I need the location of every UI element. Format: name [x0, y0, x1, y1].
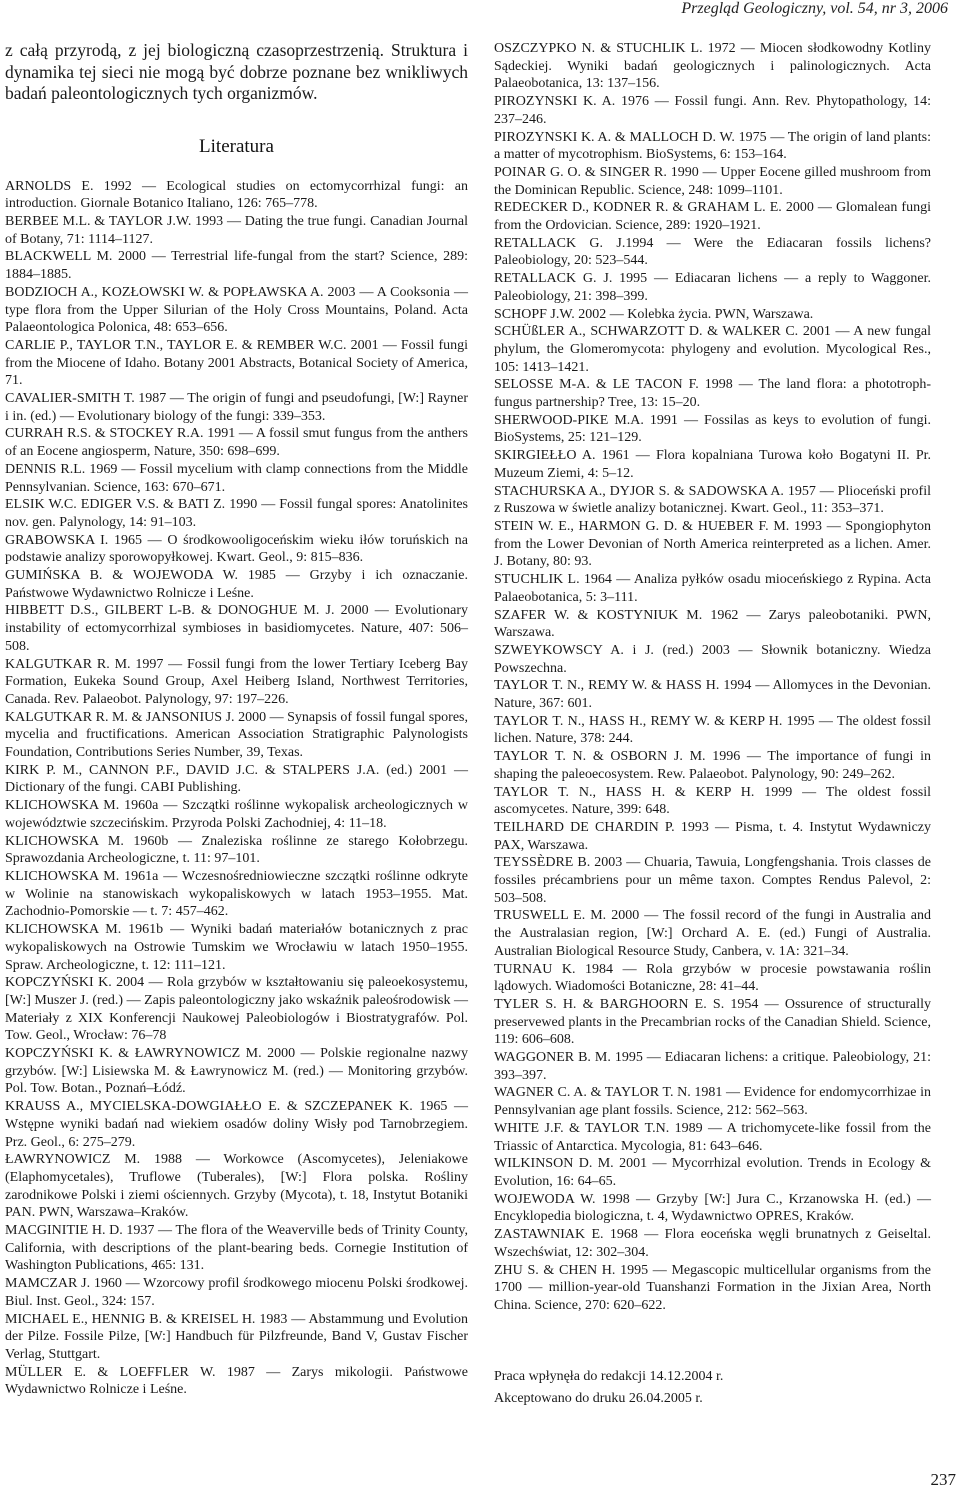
reference-entry: REDECKER D., KODNER R. & GRAHAM L. E. 2000 — Glomalean fungi from the Ordovician. Science, 289: 1920–1921.: [494, 200, 931, 234]
reference-entry: KLICHOWSKA M. 1960a — Szczątki roślinne wykopalisk archeologicznych w województwie szczecińskim. Przyroda Polski Zachodniej, 4: 11–18.: [5, 798, 468, 831]
reference-entry: BERBEE M.L. & TAYLOR J.W. 1993 — Dating the true fungi. Canadian Journal of Botany, 71: 1114–1127.: [5, 213, 468, 247]
left-column: [5, 40, 468, 1399]
reference-entry: SCHÜßLER A., SCHWARZOTT D. & WALKER C. 2001 — A new fungal phylum, the Glomeromycota: phylogeny and evolution. Mycological Res., 105: 1413–1421.: [494, 324, 931, 375]
page-number: 237: [930, 1470, 956, 1489]
reference-entry: RETALLACK G. J. 1995 — Ediacaran lichens — a reply to Waggoner. Paleobiology, 21: 398–399.: [494, 271, 931, 304]
reference-entry: TAYLOR T. N. & OSBORN J. M. 1996 — The importance of fungi in shaping the paleoecosystem. Rew. Palaeobot. Palynology, 90: 249–262.: [494, 749, 931, 782]
reference-entry: PIROZYNSKI K. A. 1976 — Fossil fungi. Ann. Rev. Phytopathology, 14: 237–246.: [494, 94, 931, 127]
reference-entry: MAMCZAR J. 1960 — Wzorcowy profil środkowego miocenu Polski środkowej. Biul. Inst. Geol., 324: 157.: [5, 1276, 468, 1309]
reference-entry: MACGINITIE H. D. 1937 — The flora of the Weaverville beds of Trinity County, California, with descriptions of the plant-bearing beds. Cornegie Institution of Washington Publications, 465: 131.: [5, 1223, 468, 1274]
reference-entry: RETALLACK G. J.1994 — Were the Ediacaran fossils lichens? Paleobiology, 20: 523–544.: [494, 235, 931, 269]
reference-entry: WAGNER C. A. & TAYLOR T. N. 1981 — Evidence for endomycorrhizae in Pennsylvanian age plant fossils. Science, 212: 562–563.: [494, 1085, 931, 1119]
reference-entry: KLICHOWSKA M. 1961b — Wyniki badań materiałów botanicznych z prac wykopaliskowych na Ostrowie Tumskim we Wrocławiu w latach 1950–1955. Spraw. Archeologiczne, t. 12: 111–121.: [5, 922, 468, 973]
reference-entry: KIRK P. M., CANNON P.F., DAVID J.C. & STALPERS J.A. (ed.) 2001 — Dictionary of the fungi. CABI Publishing.: [5, 762, 468, 796]
accepted-note: Akceptowano do druku 26.04.2005 r.: [494, 1391, 703, 1407]
reference-entry: ELSIK W.C. EDIGER V.S. & BATI Z. 1990 — Fossil fungal spores: Anatolinites nov. gen. Palynology, 14: 91–103.: [5, 497, 468, 530]
reference-entry: PIROZYNSKI K. A. & MALLOCH D. W. 1975 — The origin of land plants: a matter of mycotrophism. BioSystems, 6: 153–164.: [494, 129, 931, 163]
reference-entry: TEYSSÈDRE B. 2003 — Chuaria, Tawuia, Longfengshania. Trois classes de fossiles précambriens pour un même taxon. Comptes Rendus Palevol, 2: 503–508.: [494, 855, 931, 906]
received-note: Praca wpłynęła do redakcji 14.12.2004 r.: [494, 1369, 724, 1384]
reference-entry: SZWEYKOWSCY A. i J. (red.) 2003 — Słownik botaniczny. Wiedza Powszechna.: [494, 642, 931, 676]
reference-entry: STUCHLIK L. 1964 — Analiza pyłków osadu mioceńskiego z Rypina. Acta Palaeobotanica, 5: 3–111.: [494, 572, 931, 605]
reference-entry: SZAFER W. & KOSTYNIUK M. 1962 — Zarys paleobotaniki. PWN, Warszawa.: [494, 607, 931, 641]
reference-entry: TAYLOR T. N., HASS H. & KERP H. 1999 — The oldest fossil ascomycetes. Nature, 399: 648.: [494, 784, 931, 818]
reference-list-right: [494, 40, 931, 1315]
reference-entry: TYLER S. H. & BARGHOORN E. S. 1954 — Ossurence of structurally preservewed plants in the Precambrian rocks of the Canadian Shield. Science, 119: 606–608.: [494, 996, 931, 1048]
reference-entry: GUMIŃSKA B. & WOJEWODA W. 1985 — Grzyby i ich oznaczanie. Państwowe Wydawnictwo Rolnicze i Leśne.: [5, 568, 468, 601]
reference-entry: WHITE J.F. & TAYLOR T.N. 1989 — A trichomycete-like fossil from the Triassic of Antarctica. Mycologia, 81: 643–646.: [494, 1120, 931, 1154]
reference-entry: MÜLLER E. & LOEFFLER W. 1987 — Zarys mikologii. Państwowe Wydawnictwo Rolnicze i Leśne.: [5, 1364, 468, 1398]
submission-notes: [494, 1366, 723, 1411]
reference-entry: ARNOLDS E. 1992 — Ecological studies on ectomycorrhizal fungi: an introduction. Giornale Botanico Italiano, 126: 765–778.: [5, 178, 468, 212]
reference-entry: STEIN W. E., HARMON G. D. & HUEBER F. M. 1993 — Spongiophyton from the Lower Devonian of North America reinterpreted as a lichen. Amer. J. Botany, 80: 93.: [494, 518, 931, 570]
reference-entry: KOPCZYŃSKI K. & ŁAWRYNOWICZ M. 2000 — Polskie regionalne nazwy grzybów. [W:] Lisiewska M. & Ławrynowicz M. (red.) — Monitoring grzybów. Pol. Tow. Botan., Poznań–Łódź.: [5, 1046, 468, 1097]
journal-header: Przegląd Geologiczny, vol. 54, nr 3, 2006: [681, 0, 948, 17]
reference-entry: MICHAEL E., HENNIG B. & KREISEL H. 1983 — Abstammung und Evolution der Pilze. Fossile Pilze, [W:] Handbuch für Pilzfreunde, Band V, Gustav Fischer Verlag, Stuttgart.: [5, 1311, 468, 1362]
reference-list-left: [5, 178, 468, 1400]
reference-entry: WILKINSON D. M. 2001 — Mycorrhizal evolution. Trends in Ecology & Evolution, 16: 64–65.: [494, 1156, 931, 1189]
reference-entry: KOPCZYŃSKI K. 2004 — Rola grzybów w kształtowaniu się paleoekosystemu, [W:] Muszer J. (red.) — Zapis paleontologiczny jako wskaźnik paleośrodowisk — Materiały z XIX Konferencji Naukowej Paleobiologów i Biostratygrafów. Pol. Tow. Geol., Wrocław: 76–78: [5, 975, 468, 1044]
reference-entry: TURNAU K. 1984 — Rola grzybów w procesie powstawania roślin lądowych. Wiadomości Botaniczne, 28: 41–44.: [494, 961, 931, 995]
reference-entry: KLICHOWSKA M. 1960b — Znaleziska roślinne ze starego Kołobrzegu. Sprawozdania Archeologiczne, t. 11: 97–101.: [5, 833, 468, 867]
reference-entry: KRAUSS A., MYCIELSKA-DOWGIAŁŁO E. & SZCZEPANEK K. 1965 — Wstępne wyniki badań nad wiekiem osadów doliny Wisły pod Tarnobrzegiem. Prz. Geol., 6: 275–279.: [5, 1099, 468, 1150]
reference-entry: KALGUTKAR R. M. 1997 — Fossil fungi from the lower Tertiary Iceberg Bay Formation, Eukeka Sound Group, Axel Heiberg Island, Northwest Territories, Canada. Rev. Palaeobot. Palynology, 97: 197–226.: [5, 656, 468, 707]
reference-entry: CARLIE P., TAYLOR T.N., TAYLOR E. & REMBER W.C. 2001 — Fossil fungi from the Miocene of Idaho. Botany 2001 Abstracts, Botanical Society of America, 71.: [5, 337, 468, 389]
reference-entry: STACHURSKA A., DYJOR S. & SADOWSKA A. 1957 — Plioceński profil z Ruszowa w świetle analizy botanicznej. Kwart. Geol., 11: 353–371.: [494, 483, 931, 517]
reference-entry: GRABOWSKA I. 1965 — O środkowooligoceńskim wieku iłów toruńskich na podstawie analizy sporowopyłkowej. Kwart. Geol., 9: 815–836.: [5, 532, 468, 566]
reference-entry: SCHOPF J.W. 2002 — Kolebka życia. PWN, Warszawa.: [494, 306, 814, 322]
reference-entry: ZHU S. & CHEN H. 1995 — Megascopic multicellular organisms from the 1700 — million-year-old Tuanshanzi Formation in the Jixian Area, North China. Science, 270: 620–622.: [494, 1262, 931, 1313]
right-column: [494, 40, 931, 1315]
reference-entry: WOJEWODA W. 1998 — Grzyby [W:] Jura C., Krzanowska H. (ed.) — Encyklopedia biologiczna, t. 4, Wydawnictwo OPRES, Kraków.: [494, 1191, 931, 1225]
reference-entry: SKIRGIEŁŁO A. 1961 — Flora kopalniana Turowa koło Bogatyni II. Pr. Muzeum Ziemi, 4: 5–12.: [494, 448, 931, 481]
reference-entry: BLACKWELL M. 2000 — Terrestrial life-fungal from the start? Science, 289: 1884–1885.: [5, 249, 468, 283]
reference-entry: TAYLOR T. N., REMY W. & HASS H. 1994 — Allomyces in the Devonian. Nature, 367: 601.: [494, 678, 931, 712]
reference-entry: DENNIS R.L. 1969 — Fossil mycelium with clamp connections from the Middle Pennsylvanian. Science, 163: 670–671.: [5, 461, 468, 495]
reference-entry: WAGGONER B. M. 1995 — Ediacaran lichens: a critique. Paleobiology, 21: 393–397.: [494, 1050, 931, 1083]
reference-entry: SELOSSE M-A. & LE TACON F. 1998 — The land flora: a phototroph-fungus partnership? Tree, 13: 15–20.: [494, 377, 931, 411]
reference-entry: CAVALIER-SMITH T. 1987 — The origin of fungi and pseudofungi, [W:] Rayner i in. (ed.) — Evolutionary biology of the fungi: 339–353.: [5, 391, 468, 424]
reference-entry: OSZCZYPKO N. & STUCHLIK L. 1972 — Miocen słodkowodny Kotliny Sądeckiej. Wyniki badań geologicznych i palinologicznych. Acta Palaeobotanica, 13: 137–156.: [494, 41, 931, 92]
reference-entry: TRUSWELL E. M. 2000 — The fossil record of the fungi in Australia and the Australasian region, [W:] Orchard A. E. (ed.) Fungi of Australia. Australian Biological Resource Study, Canbera, v. 1A: 321–34.: [494, 908, 931, 959]
reference-entry: POINAR G. O. & SINGER R. 1990 — Upper Eocene gilled mushroom from the Dominican Republic. Science, 248: 1099–1101.: [494, 164, 931, 198]
reference-entry: HIBBETT D.S., GILBERT L-B. & DONOGHUE M. J. 2000 — Evolutionary instability of ectomycorrhizal symbioses in basidiomycetes. Nature, 407: 506–508.: [5, 603, 468, 654]
reference-entry: CURRAH R.S. & STOCKEY R.A. 1991 — A fossil smut fungus from the anthers of an Eocene angiosperm, Nature, 350: 698–699.: [5, 426, 468, 460]
reference-entry: TAYLOR T. N., HASS H., REMY W. & KERP H. 1995 — The oldest fossil lichen. Nature, 378: 244.: [494, 713, 931, 747]
reference-entry: BODZIOCH A., KOZŁOWSKI W. & POPŁAWSKA A. 2003 — A Cooksonia — type flora from the Upper Silurian of the Holy Cross Mountains, Poland. Acta Palaeontologica Polonica, 48: 653–656.: [5, 284, 468, 336]
reference-entry: SHERWOOD-PIKE M.A. 1991 — Fossilas as keys to evolution of fungi. BioSystems, 25: 121–129.: [494, 412, 931, 446]
reference-entry: KALGUTKAR R. M. & JANSONIUS J. 2000 — Synapsis of fossil fungal spores, mycelia and fructifications. American Association Stratigraphic Palynologists Foundation, Contributions Series Number, 39, Texas.: [5, 709, 468, 761]
section-title: Literatura: [199, 135, 274, 157]
reference-entry: ŁAWRYNOWICZ M. 1988 — Workowce (Ascomycetes), Jeleniakowe (Elaphomycetales), Truflowe (Tuberales), [W:] Flora polska. Rośliny zarodnikowe Polski i ziemi ościennych. Grzyby (Mycota), t. 18, Instytut Botaniki PAN. PWN, Warszawa–Kraków.: [5, 1152, 468, 1221]
reference-entry: TEILHARD DE CHARDIN P. 1993 — Pisma, t. 4. Instytut Wydawniczy PAX, Warszawa.: [494, 819, 931, 853]
intro-paragraph: z całą przyrodą, z jej biologiczną czasoprzestrzenią. Struktura i dynamika tej sieci nie mogą być dobrze poznane bez wnikliwych badań paleontologicznych tych organizmów.: [5, 40, 468, 104]
reference-entry: KLICHOWSKA M. 1961a — Wczesnośredniowieczne szczątki roślinne odkryte w Wolinie na stanowiskach wykopaliskowych w latach 1953–1955. Mat. Zachodnio-Pomorskie — t. 7: 457–462.: [5, 869, 468, 920]
reference-entry: ZASTAWNIAK E. 1968 — Flora eoceńska węgli brunatnych z Geiseltal. Wszechświat, 12: 302–304.: [494, 1227, 931, 1260]
